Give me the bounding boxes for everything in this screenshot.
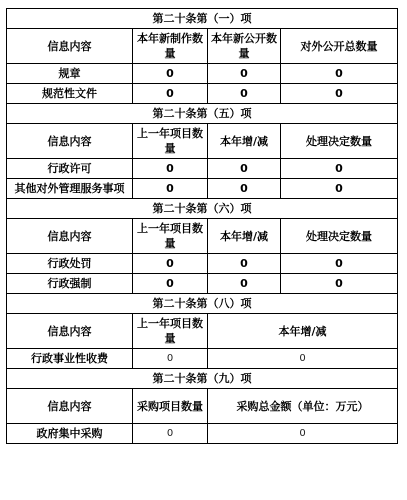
cell-value: 0	[208, 274, 281, 294]
table-row	[7, 424, 398, 444]
header-row	[7, 219, 398, 254]
cell-value: 0	[281, 64, 398, 84]
section-title-row	[7, 104, 398, 124]
cell-value: 0	[133, 84, 208, 104]
cell-value: 0	[208, 64, 281, 84]
section-title: 第二十条第（五）项	[7, 104, 398, 124]
header-row	[7, 389, 398, 424]
cell-value: 0	[133, 424, 208, 444]
cell-value: 0	[281, 254, 398, 274]
cell-value: 0	[208, 424, 398, 444]
column-header: 处理决定数量	[281, 124, 398, 159]
column-header: 上一年项目数量	[133, 314, 208, 349]
cell-value: 0	[133, 254, 208, 274]
row-label: 行政事业性收费	[7, 349, 133, 369]
column-header: 信息内容	[7, 314, 133, 349]
column-header: 本年增/减	[208, 124, 281, 159]
header-row	[7, 29, 398, 64]
cell-value: 0	[133, 349, 208, 369]
row-label: 行政处罚	[7, 254, 133, 274]
column-header: 信息内容	[7, 29, 133, 64]
section-title-row	[7, 199, 398, 219]
disclosure-table	[6, 8, 398, 444]
column-header: 本年新公开数量	[208, 29, 281, 64]
table-row	[7, 349, 398, 369]
column-header: 信息内容	[7, 389, 133, 424]
disclosure-report	[6, 8, 397, 444]
table-row	[7, 274, 398, 294]
cell-value: 0	[208, 159, 281, 179]
cell-value: 0	[133, 274, 208, 294]
row-label: 规范性文件	[7, 84, 133, 104]
section-title: 第二十条第（六）项	[7, 199, 398, 219]
section-title-row	[7, 294, 398, 314]
section-title: 第二十条第（一）项	[7, 9, 398, 29]
section-title: 第二十条第（八）项	[7, 294, 398, 314]
table-row	[7, 64, 398, 84]
row-label: 行政强制	[7, 274, 133, 294]
row-label: 政府集中采购	[7, 424, 133, 444]
header-row	[7, 124, 398, 159]
cell-value: 0	[133, 159, 208, 179]
cell-value: 0	[133, 179, 208, 199]
column-header: 本年增/减	[208, 314, 398, 349]
row-label: 其他对外管理服务事项	[7, 179, 133, 199]
cell-value: 0	[208, 179, 281, 199]
cell-value: 0	[208, 254, 281, 274]
column-header: 信息内容	[7, 124, 133, 159]
header-row	[7, 314, 398, 349]
cell-value: 0	[281, 274, 398, 294]
column-header: 本年新制作数量	[133, 29, 208, 64]
table-row	[7, 254, 398, 274]
table-row	[7, 84, 398, 104]
cell-value: 0	[133, 64, 208, 84]
cell-value: 0	[281, 179, 398, 199]
column-header: 信息内容	[7, 219, 133, 254]
section-title: 第二十条第（九）项	[7, 369, 398, 389]
row-label: 行政许可	[7, 159, 133, 179]
column-header: 处理决定数量	[281, 219, 398, 254]
column-header: 本年增/减	[208, 219, 281, 254]
table-row	[7, 179, 398, 199]
cell-value: 0	[281, 84, 398, 104]
cell-value: 0	[208, 84, 281, 104]
cell-value: 0	[281, 159, 398, 179]
column-header: 采购项目数量	[133, 389, 208, 424]
row-label: 规章	[7, 64, 133, 84]
cell-value: 0	[208, 349, 398, 369]
section-title-row	[7, 9, 398, 29]
table-row	[7, 159, 398, 179]
section-title-row	[7, 369, 398, 389]
column-header: 上一年项目数量	[133, 219, 208, 254]
column-header: 采购总金额（单位：万元）	[208, 389, 398, 424]
column-header: 上一年项目数量	[133, 124, 208, 159]
column-header: 对外公开总数量	[281, 29, 398, 64]
